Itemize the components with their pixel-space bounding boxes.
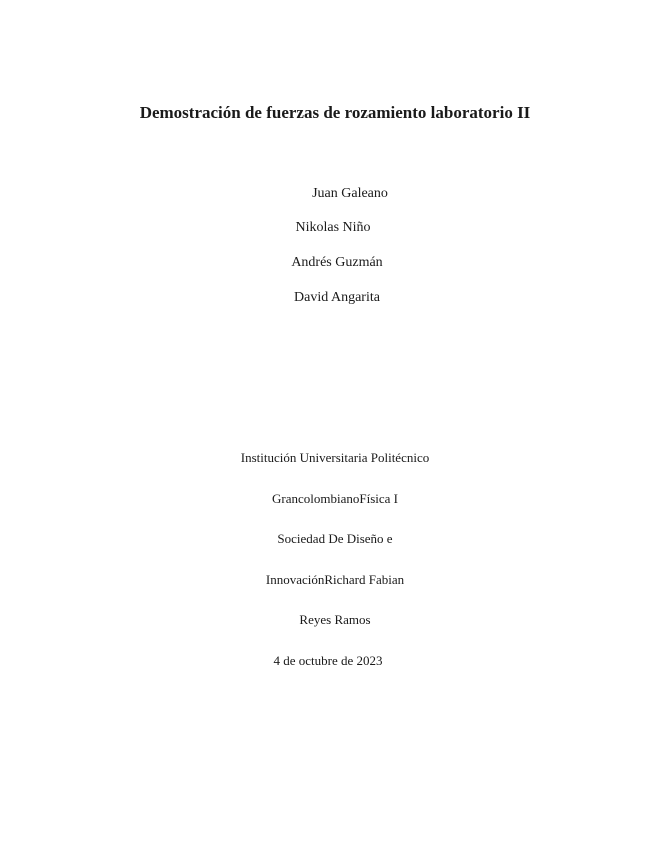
institution-line: GrancolombianoFísica I [272,491,398,506]
author-name: Nikolas Niño [295,220,371,235]
institution-line: Sociedad De Diseño e [277,531,393,546]
author-name: Juan Galeano [312,186,388,201]
document-title: Demostración de fuerzas de rozamiento laboratorio II [139,103,531,122]
institution-line: InnovaciónRichard Fabian [265,572,405,587]
author-name: Andrés Guzmán [291,255,383,270]
institution-line: Reyes Ramos [299,612,371,627]
document-date: 4 de octubre de 2023 [273,653,383,668]
author-name: David Angarita [294,290,380,305]
institution-line: Institución Universitaria Politécnico [240,450,430,465]
